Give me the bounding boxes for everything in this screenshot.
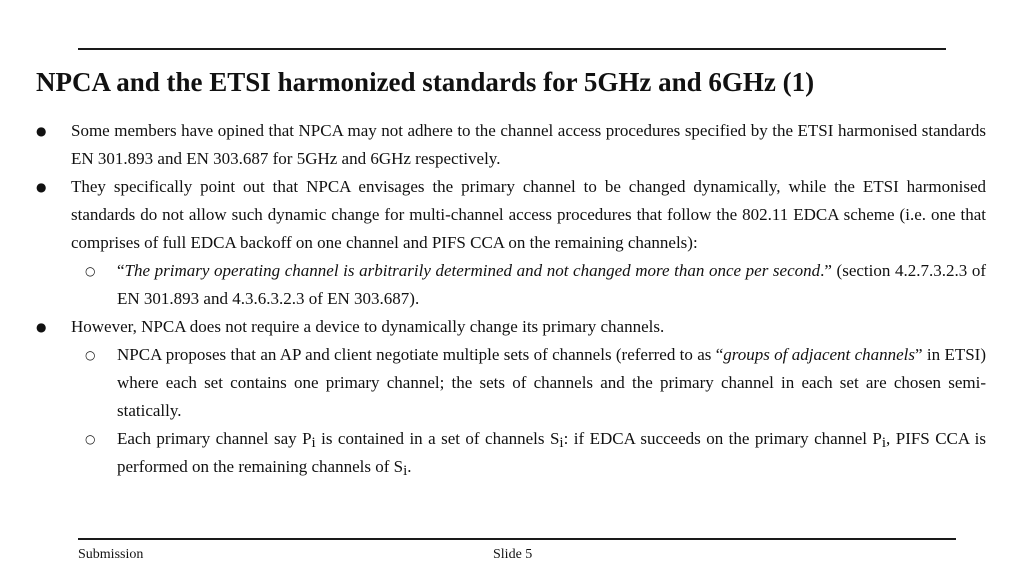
hollow-bullet-icon: ○ — [85, 264, 96, 278]
filled-bullet-icon: ● — [36, 320, 47, 334]
text-part: . — [407, 457, 412, 476]
section-reference: (section 4.2.7.3.2.3 of EN 301.893 and 4.3.6.3.2.3 of EN 303.687). — [117, 261, 986, 308]
quote-open: “ — [117, 261, 125, 280]
text-part: is contained in a set of channels S — [315, 429, 560, 448]
filled-bullet-icon: ● — [36, 180, 47, 194]
filled-bullet-icon: ● — [36, 124, 47, 138]
quoted-text: The primary operating channel is arbitrarily determined and not changed more than once per second — [124, 261, 821, 280]
hollow-bullet-icon: ○ — [85, 432, 96, 446]
footer-rule — [78, 538, 956, 540]
text-part: Each primary channel say P — [117, 429, 312, 448]
bullet-text: They specifically point out that NPCA envisages the primary channel to be changed dynamically, while the ETSI harmonised standards do not allow such dynamic change for multi-channel access procedures that follow the 802.11 EDCA scheme (i.e. one that comprises of full EDCA backoff on one channel and PIFS CCA on the remaining channels): — [71, 177, 986, 252]
sub-bullet-item — [36, 341, 986, 425]
slide-body — [36, 117, 986, 481]
subscript: i — [311, 435, 316, 451]
bullet-text-post: ” in ETSI) where each set contains one primary channel; the sets of channels and the primary channel in each set are chosen semi-statically. — [117, 345, 987, 420]
slide-title: NPCA and the ETSI harmonized standards for 5GHz and 6GHz (1) — [36, 67, 815, 97]
header-rule — [78, 48, 946, 50]
quote-close: .” — [820, 261, 832, 280]
text-part: : if EDCA succeeds on the primary channel P — [563, 429, 882, 448]
bullet-item — [36, 117, 986, 173]
bullet-text: However, NPCA does not require a device to dynamically change its primary channels. — [71, 317, 665, 336]
sub-bullet-item — [36, 425, 986, 481]
subscript: i — [403, 463, 408, 479]
subscript: i — [559, 435, 564, 451]
footer-submission-label: Submission — [78, 547, 144, 562]
bullet-text: Some members have opined that NPCA may not adhere to the channel access procedures specified by the ETSI harmonised standards EN 301.893 and EN 303.687 for 5GHz and 6GHz respectively. — [71, 121, 986, 168]
bullet-text-italic: groups of adjacent channels — [723, 345, 916, 364]
bullet-text-pre: NPCA proposes that an AP and client negotiate multiple sets of channels (referred to as “ — [117, 345, 724, 364]
hollow-bullet-icon: ○ — [85, 348, 96, 362]
bullet-item — [36, 313, 986, 341]
footer-slide-number: Slide 5 — [493, 547, 533, 562]
text-part: , PIFS CCA is performed on the remaining channels of S — [117, 429, 987, 476]
sub-bullet-item — [36, 257, 986, 313]
bullet-item — [36, 173, 986, 257]
subscript: i — [881, 435, 887, 451]
